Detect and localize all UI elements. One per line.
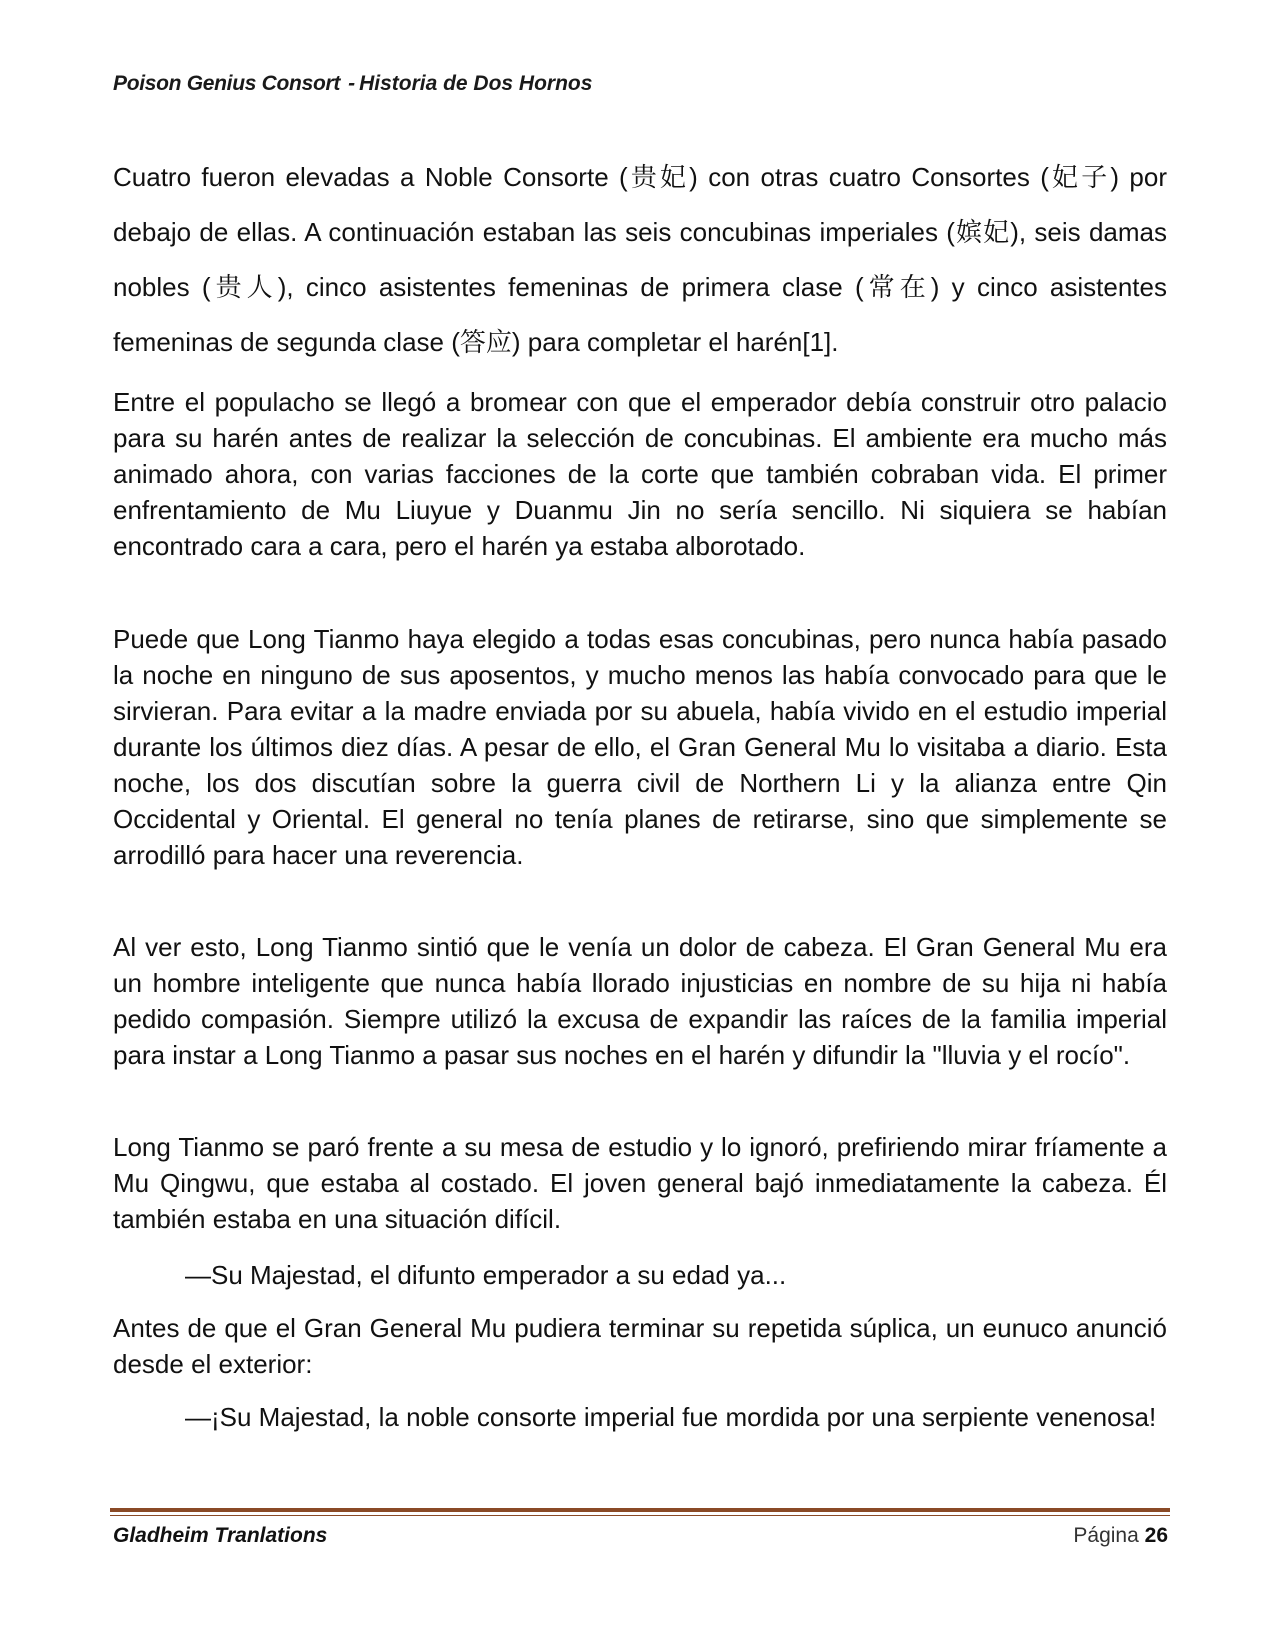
- page-number: [1073, 1524, 1168, 1548]
- paragraph-eunuch-announces: Antes de que el Gran General Mu pudiera terminar su repetida súplica, un eunuco anunció desde el exterior:: [113, 1313, 1167, 1379]
- page-number-value: 26: [1144, 1524, 1168, 1547]
- footer-rule: [110, 1508, 1170, 1512]
- footer-translator-credit: Gladheim Tranlations: [113, 1524, 328, 1547]
- paragraph-populace-joke: Entre el populacho se llegó a bromear con que el emperador debía construir otro palacio para su harén antes de realizar la selección de concubinas. El ambiente era mucho más animado ahora, con varias facciones de la corte que también cobraban vida. El primer enfrentamiento de Mu Liuyue y Duanmu Jin no sería sencillo. Ni siquiera se habían encontrado cara a cara, pero el harén ya estaba alborotado.: [113, 387, 1167, 561]
- paragraph-headache: Al ver esto, Long Tianmo sintió que le venía un dolor de cabeza. El Gran General Mu era un hombre inteligente que nunca había llorado injusticias en nombre de su hija ni había pedido compasión. Siempre utilizó la excusa de expandir las raíces de la familia imperial para instar a Long Tianmo a pasar sus noches en el harén y difundir la "lluvia y el rocío".: [113, 932, 1167, 1070]
- page-header: [113, 72, 592, 96]
- paragraph-long-tianmo-study: Puede que Long Tianmo haya elegido a todas esas concubinas, pero nunca había pasado la noche en ninguno de sus aposentos, y mucho menos las había convocado para que le sirvieran. Para evitar a la madre enviada por su abuela, había vivido en el estudio imperial durante los últimos diez días. A pesar de ello, el Gran General Mu lo visitaba a diario. Esta noche, los dos discutían sobre la guerra civil de Northern Li y la alianza entre Qin Occidental y Oriental. El general no tenía planes de retirarse, sino que simplemente se arrodilló para hacer una reverencia.: [113, 624, 1167, 870]
- chapter-title: Historia de Dos Hornos: [359, 72, 593, 95]
- page-label: Página: [1073, 1524, 1139, 1547]
- series-title: Poison Genius Consort: [113, 72, 341, 95]
- dialogue-line-eunuch: —¡Su Majestad, la noble consorte imperial fue mordida por una serpiente venenosa!: [185, 1402, 1157, 1432]
- dialogue-line-general: —Su Majestad, el difunto emperador a su edad ya...: [185, 1260, 787, 1290]
- paragraph-study-desk: Long Tianmo se paró frente a su mesa de estudio y lo ignoró, prefiriendo mirar fríamente a Mu Qingwu, que estaba al costado. El joven general bajó inmediatamente la cabeza. Él también estaba en una situación difícil.: [113, 1132, 1167, 1234]
- footer-rule-thin: [110, 1515, 1170, 1516]
- paragraph-harem-ranks: Cuatro fueron elevadas a Noble Consorte (贵妃) con otras cuatro Consortes (妃子) por debajo de ellas. A continuación estaban las seis concubinas imperiales (嫔妃), seis damas nobles (贵人), cinco asistentes femeninas de primera clase (常在) y cinco asistentes femeninas de segunda clase (答应) para completar el harén[1].: [113, 162, 1167, 357]
- header-separator: -: [348, 72, 356, 95]
